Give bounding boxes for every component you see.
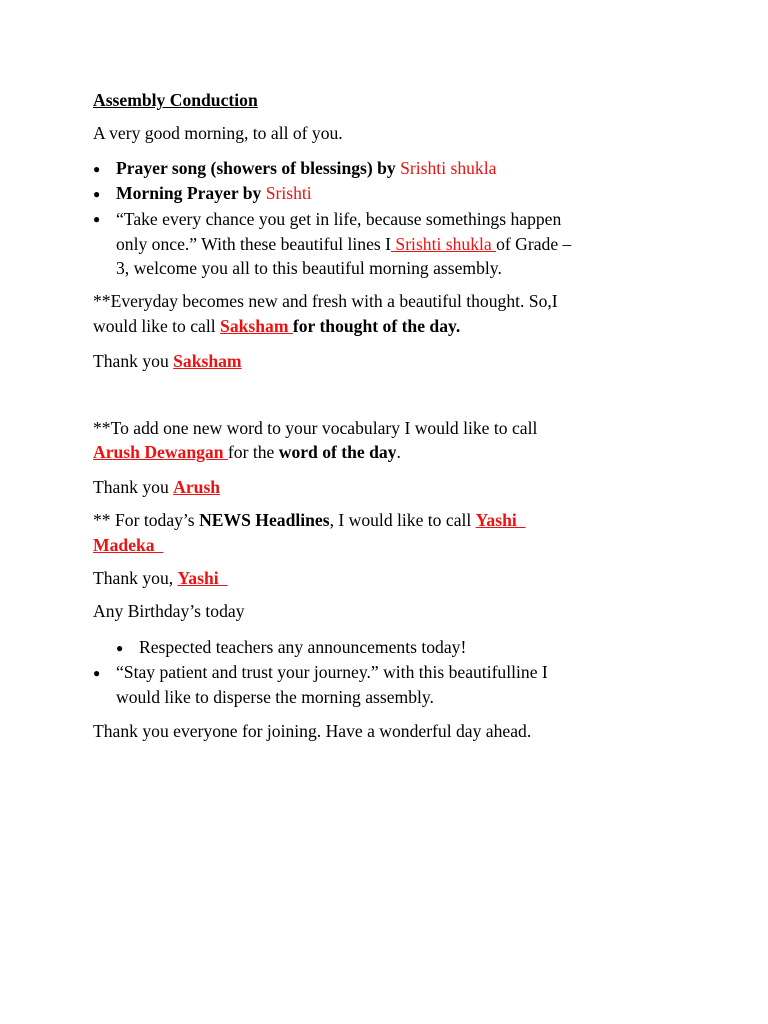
bullet-icon: ● bbox=[116, 641, 124, 655]
list-item-quote-line1: “Take every chance you get in life, because somethings happen bbox=[116, 209, 562, 229]
document-title: Assembly Conduction bbox=[93, 90, 258, 110]
student-name: Madeka bbox=[93, 535, 164, 555]
list-item-announcements: Respected teachers any announcements today! bbox=[139, 637, 467, 657]
bullet-icon: ● bbox=[93, 162, 101, 176]
birthday-line: Any Birthday’s today bbox=[93, 601, 245, 621]
news-line2 bbox=[93, 534, 163, 556]
list-item-morning-prayer: Morning Prayer by Srishti bbox=[116, 183, 312, 203]
student-name: Saksham bbox=[173, 351, 242, 371]
list-item-closing-quote-line1: “Stay patient and trust your journey.” with this beautifulline I bbox=[116, 662, 548, 682]
student-name: Arush Dewangan bbox=[93, 442, 228, 462]
thought-line1: **Everyday becomes new and fresh with a beautiful thought. So,I bbox=[93, 291, 558, 311]
list-item-quote-line3: 3, welcome you all to this beautiful morning assembly. bbox=[116, 258, 502, 278]
thanks-yashi: Thank you, Yashi bbox=[93, 568, 228, 588]
closing-line: Thank you everyone for joining. Have a wonderful day ahead. bbox=[93, 721, 532, 741]
bullet-icon: ● bbox=[93, 187, 101, 201]
word-line1: **To add one new word to your vocabulary I would like to call bbox=[93, 418, 538, 438]
list-item-prayer-song: Prayer song (showers of blessings) by Srishti shukla bbox=[116, 158, 497, 178]
thanks-arush: Thank you Arush bbox=[93, 477, 221, 497]
news-line1: ** For today’s NEWS Headlines, I would like to call Yashi bbox=[93, 510, 526, 530]
student-name: Srishti bbox=[265, 183, 312, 203]
thanks-saksham: Thank you Saksham bbox=[93, 351, 242, 371]
student-name: Srishti shukla bbox=[391, 234, 497, 254]
word-line2: Arush Dewangan for the word of the day. bbox=[93, 442, 401, 462]
bullet-icon: ● bbox=[93, 212, 101, 226]
list-item-quote-line2: only once.” With these beautiful lines I Srishti shukla of Grade – bbox=[116, 234, 572, 254]
bullet-icon: ● bbox=[93, 666, 101, 680]
student-name: Yashi bbox=[475, 510, 526, 530]
thought-line2: would like to call Saksham for thought of the day. bbox=[93, 316, 461, 336]
student-name: Srishti shukla bbox=[400, 158, 497, 178]
student-name: Yashi bbox=[177, 568, 228, 588]
list-item-closing-quote-line2: would like to disperse the morning assembly. bbox=[116, 687, 434, 707]
student-name: Arush bbox=[173, 477, 221, 497]
student-name: Saksham bbox=[220, 316, 293, 336]
greeting: A very good morning, to all of you. bbox=[93, 123, 343, 143]
